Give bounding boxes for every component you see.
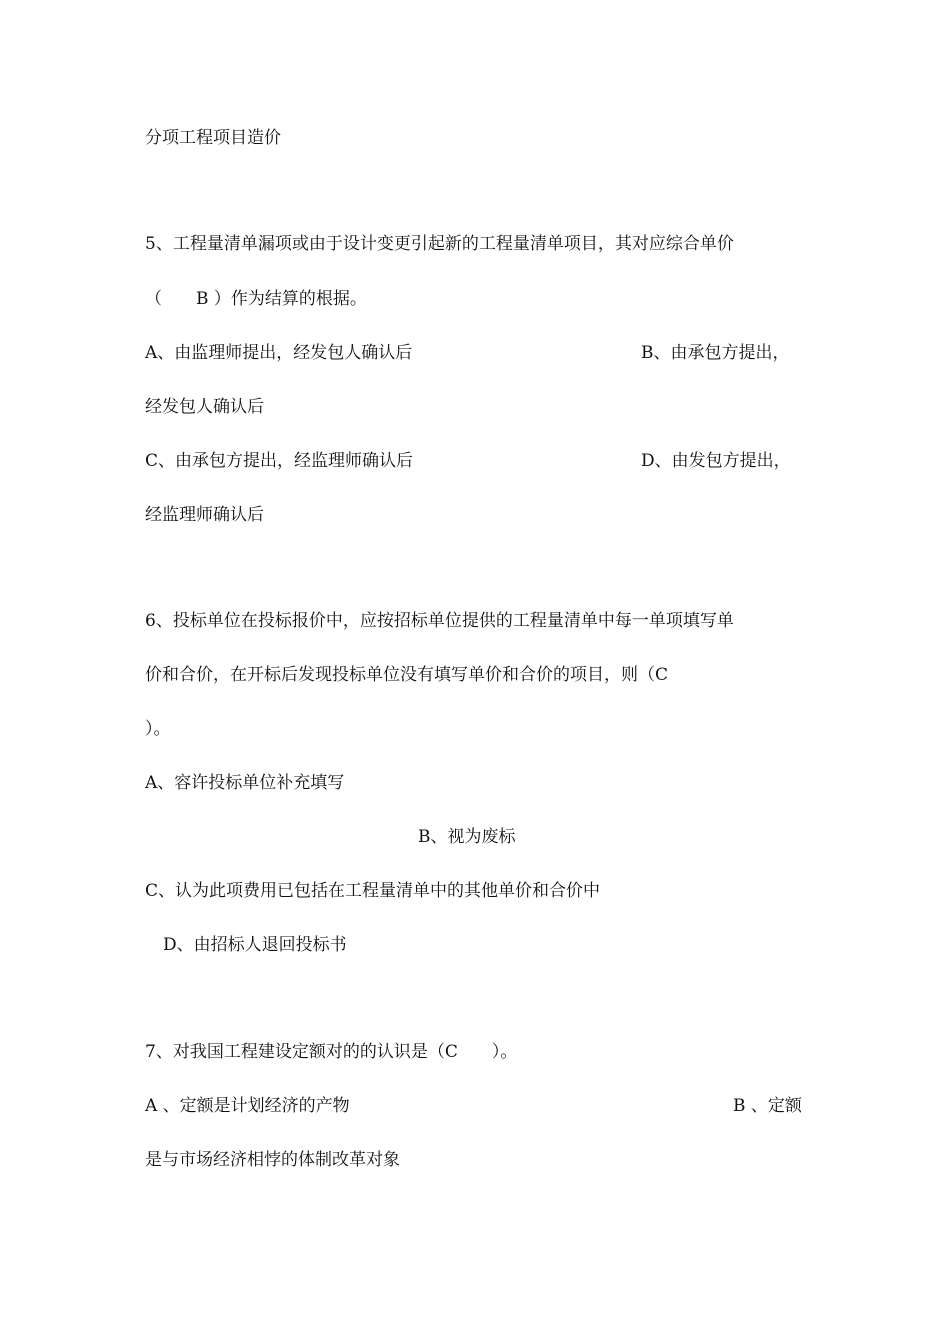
question-6-option-a: A、容许投标单位补充填写 <box>145 773 345 793</box>
question-7-stem: 7、对我国工程建设定额对的的认识是（C ）。 <box>145 1042 518 1062</box>
question-5-option-c: C、由承包方提出，经监理师确认后 <box>145 451 414 471</box>
text-line: 分项工程项目造价 <box>145 128 281 148</box>
question-6-option-d: D、由招标人退回投标书 <box>163 935 347 955</box>
question-7-option-b: B 、定额 <box>733 1096 802 1116</box>
question-6-stem-end: ）。 <box>145 719 171 739</box>
question-5-option-a: A、由监理师提出，经发包人确认后 <box>145 343 413 363</box>
question-6-option-b: B、视为废标 <box>418 827 516 847</box>
question-6-stem: 6、投标单位在投标报价中，应按招标单位提供的工程量清单中每一单项填写单 <box>145 611 734 631</box>
question-7-option-b-cont: 是与市场经济相悖的体制改革对象 <box>145 1150 400 1170</box>
question-6-option-c: C、认为此项费用已包括在工程量清单中的其他单价和合价中 <box>145 881 601 901</box>
question-5-stem: 5、工程量清单漏项或由于设计变更引起新的工程量清单项目，其对应综合单价 <box>145 234 734 254</box>
question-7-option-a: A 、定额是计划经济的产物 <box>145 1096 350 1116</box>
question-5-option-b-cont: 经发包人确认后 <box>145 397 264 417</box>
question-5-option-d-cont: 经监理师确认后 <box>145 505 264 525</box>
question-5-option-d: D、由发包方提出， <box>641 451 791 471</box>
question-5-option-b: B、由承包方提出， <box>641 343 790 363</box>
question-6-stem-cont: 价和合价，在开标后发现投标单位没有填写单价和合价的项目，则（C <box>145 665 669 685</box>
question-5-stem-cont: （ B ）作为结算的根据。 <box>145 289 367 309</box>
